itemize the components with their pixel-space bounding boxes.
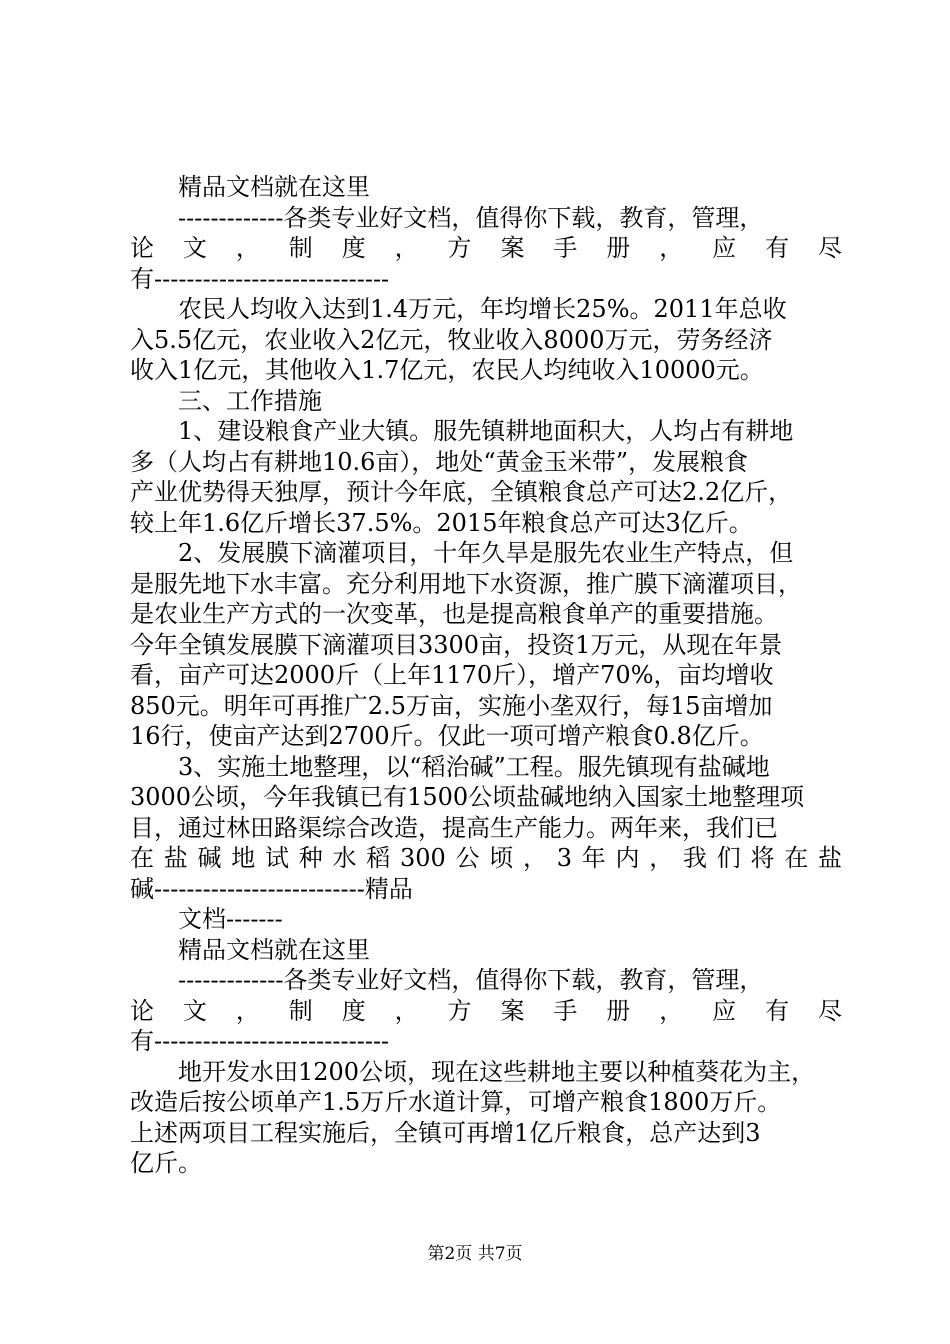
header-banner-line: 有----------------------------- [130, 264, 390, 293]
header-banner-line: -------------各类专业好文档，值得你下载，教育，管理， [178, 203, 764, 232]
body-text-line: 在盐碱地试种水稻300公顷，3年内，我们将在盐 [130, 844, 842, 872]
body-text-line: 收入1亿元，其他收入1.7亿元，农民人均纯收入10000元。 [130, 356, 764, 384]
body-text-line: 2、发展膜下滴灌项目，十年久旱是服先农业生产特点，但 [178, 539, 794, 567]
header-banner-line: 论文，制度，方案手册，应有尽 [130, 234, 842, 262]
header-banner-line: -------------各类专业好文档，值得你下载，教育，管理， [178, 966, 764, 994]
body-text-line: 较上年1.6亿斤增长37.5%。2015年粮食总产可达3亿斤。 [130, 508, 753, 537]
body-text-line: 上述两项目工程实施后，全镇可再增1亿斤粮食，总产达到3 [130, 1118, 761, 1147]
page-number-footer: 第2页 共7页 [427, 1244, 523, 1264]
body-text-line: 亿斤。 [130, 1149, 202, 1177]
body-text-line: 850元。明年可再推广2.5万亩，实施小垄双行，每15亩增加 [130, 691, 773, 720]
body-text-line: 文档------- [178, 905, 283, 933]
body-text-line: 地开发水田1200公顷，现在这些耕地主要以种植葵花为主， [178, 1057, 816, 1086]
body-text-line: 是服先地下水丰富。充分利用地下水资源，推广膜下滴灌项目， [130, 569, 802, 598]
header-banner-title: 精品文档就在这里 [178, 935, 370, 964]
body-text-line: 农民人均收入达到1.4万元，年均增长25%。2011年总收 [178, 295, 787, 323]
body-text-line: 3、实施土地整理，以“稻治碱”工程。服先镇现有盐碱地 [178, 752, 770, 781]
body-text-line: 是农业生产方式的一次变革，也是提高粮食单产的重要措施。 [130, 600, 778, 628]
section-heading: 三、工作措施 [178, 386, 322, 415]
body-text-line: 看，亩产可达2000斤（上年1170斤），增产70%，亩均增收 [130, 661, 774, 689]
body-text-line: 1、建设粮食产业大镇。服先镇耕地面积大，人均占有耕地 [178, 417, 794, 445]
header-banner-line: 论文，制度，方案手册，应有尽 [130, 996, 842, 1025]
body-text-line: 入5.5亿元，农业收入2亿元，牧业收入8000万元，劳务经济 [130, 325, 773, 354]
body-text-line: 今年全镇发展膜下滴灌项目3300亩，投资1万元，从现在年景 [130, 630, 783, 659]
body-text-line: 改造后按公顷单产1.5万斤水道计算，可增产粮食1800万斤。 [130, 1088, 782, 1116]
body-text-line: 多（人均占有耕地10.6亩），地处“黄金玉米带”，发展粮食 [130, 447, 748, 476]
body-text-line: 16行，使亩产达到2700斤。仅此一项可增产粮食0.8亿斤。 [130, 722, 764, 750]
body-text-line: 目，通过林田路渠综合改造，提高生产能力。两年来，我们已 [130, 813, 778, 842]
header-banner-line: 有----------------------------- [130, 1027, 390, 1055]
body-text-line: 碱--------------------------精品 [130, 874, 413, 903]
header-banner-title: 精品文档就在这里 [178, 173, 370, 201]
body-text-line: 产业优势得天独厚，预计今年底，全镇粮食总产可达2.2亿斤， [130, 478, 793, 506]
body-text-line: 3000公顷，今年我镇已有1500公顷盐碱地纳入国家土地整理项 [130, 783, 805, 811]
